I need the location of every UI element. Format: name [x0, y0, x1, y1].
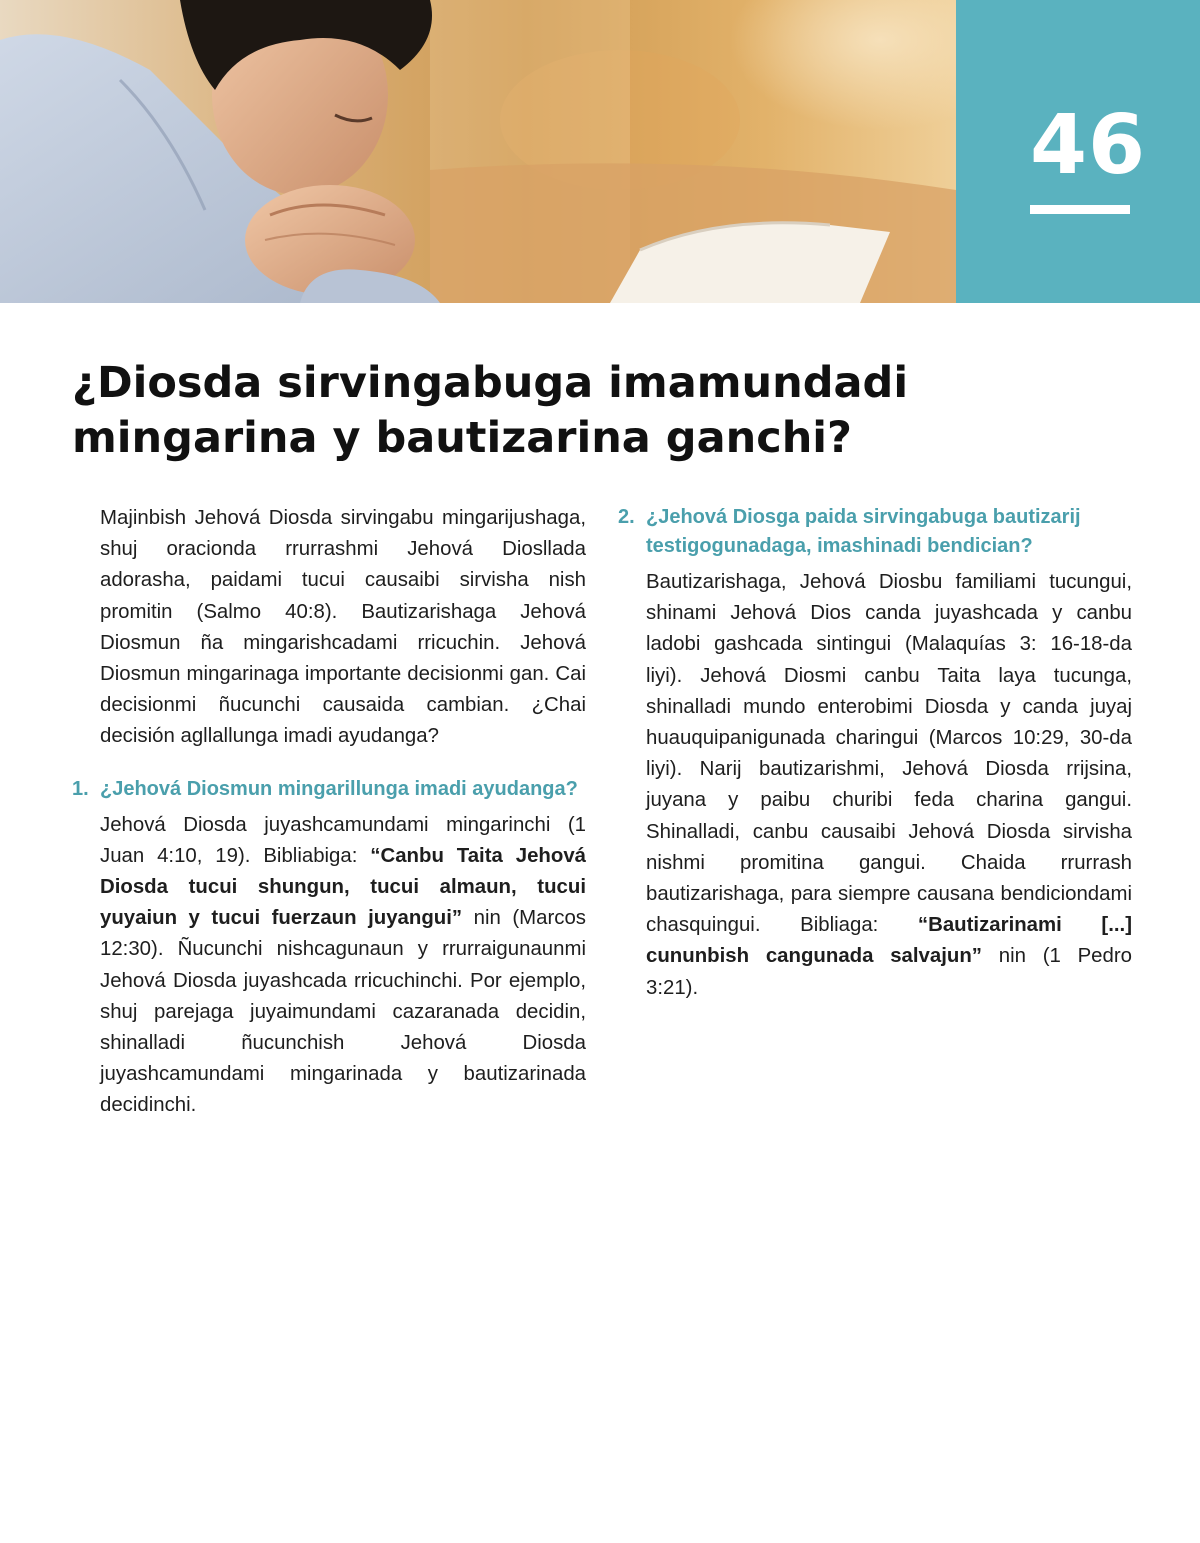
praying-man-illustration — [0, 0, 956, 303]
intro-paragraph: Majinbish Jehová Diosda sirvingabu mingarijushaga, shuj oracionda rrurrashmi Jehová Dioslladа adorasha, paidami tucui causaibi sirvisha nish promitin (Salmo 40:8). Bautizarishaga Jehová Diosmun ña mingarishcadami rricuchin. Jehová Diosmun mingarinaga importante decisionmi gan. Cai decisionmi ñucunchi causaida cambian. ¿Chai decisión agllallunga imadi ayudanga? — [100, 507, 586, 748]
section-2-text-before: Bautizarishaga, Jehová Diosbu familiami tucungui, shinami Jehová Dios canda juyashcada y canbu ladobi gashcada sintingui (Malaquías 3: 16-18-da liyi). Jehová Diosmi canbu Taita laya tucunga, shinalladi mundo enterobimi Diosda y canda juyaj huauquipanigunada charingui (Marcos 10:29, 30-da liyi). Narij bautizarishmi, Jehová Diosda rrijsina, juyana y paibu churibi feda charina gangui. Shinalladi, canbu causaibi Jehová Diosda sirvisha nishmi promitina gangui. Chaida rrurrash bautizarishaga, para siempre causana bendiciondami chasquingui. Bibliaga: — [646, 571, 1132, 937]
section-2-number: 2. — [618, 506, 635, 528]
section-1-paragraph — [100, 810, 586, 1122]
section-2-scripture-quote: “Bautizarinami [...] cununbish cangunada salvajun” — [646, 914, 1132, 968]
page-title: ¿Diosda sirvingabuga imamundadi mingarina y bautizarina ganchi? — [72, 358, 909, 463]
section-1-number: 1. — [72, 777, 89, 800]
section-2-paragraph — [646, 567, 1132, 1004]
section-1-scripture-quote: “Canbu Taita Jehová Diosda tucui shungun, tucui almaun, tucui yuyaiun y tucui fuerzaun juyangui” — [100, 844, 586, 930]
section-2-text-after: nin (1 Pedro 3:21). — [646, 945, 1132, 999]
section-1-text-after: nin (Marcos 12:30). Ñucunchi nishcagunaun y rrurraigunaunmi Jehová Diosda juyashcada rricuchinchi. Por ejemplo, shuj parejaga juyaimundami cazaranada decidin, shinalladi ñucunchish Jehová Diosda juyashcamundami mingarinada y bautizarinada decidinchi. — [100, 907, 586, 1117]
hero-photo — [0, 0, 956, 303]
section-1-text-before: Jehová Diosda juyashcamundami mingarinchi (1 Juan 4:10, 19). Bibliabiga: — [100, 813, 586, 867]
chapter-number: 46 — [1029, 98, 1147, 193]
chapter-underline — [1030, 205, 1130, 214]
section-2-question — [618, 503, 1132, 561]
chapter-box — [956, 0, 1200, 303]
section-1-question — [72, 775, 586, 804]
section-1-question-text: ¿Jehová Diosmun mingarillunga imadi ayudanga? — [100, 777, 578, 800]
section-2-question-text: ¿Jehová Diosga paida sirvingabuga bautizarij testigogunadaga, imashinadi bendician? — [646, 506, 1081, 557]
right-column — [618, 503, 1132, 1004]
left-column — [72, 503, 586, 1122]
